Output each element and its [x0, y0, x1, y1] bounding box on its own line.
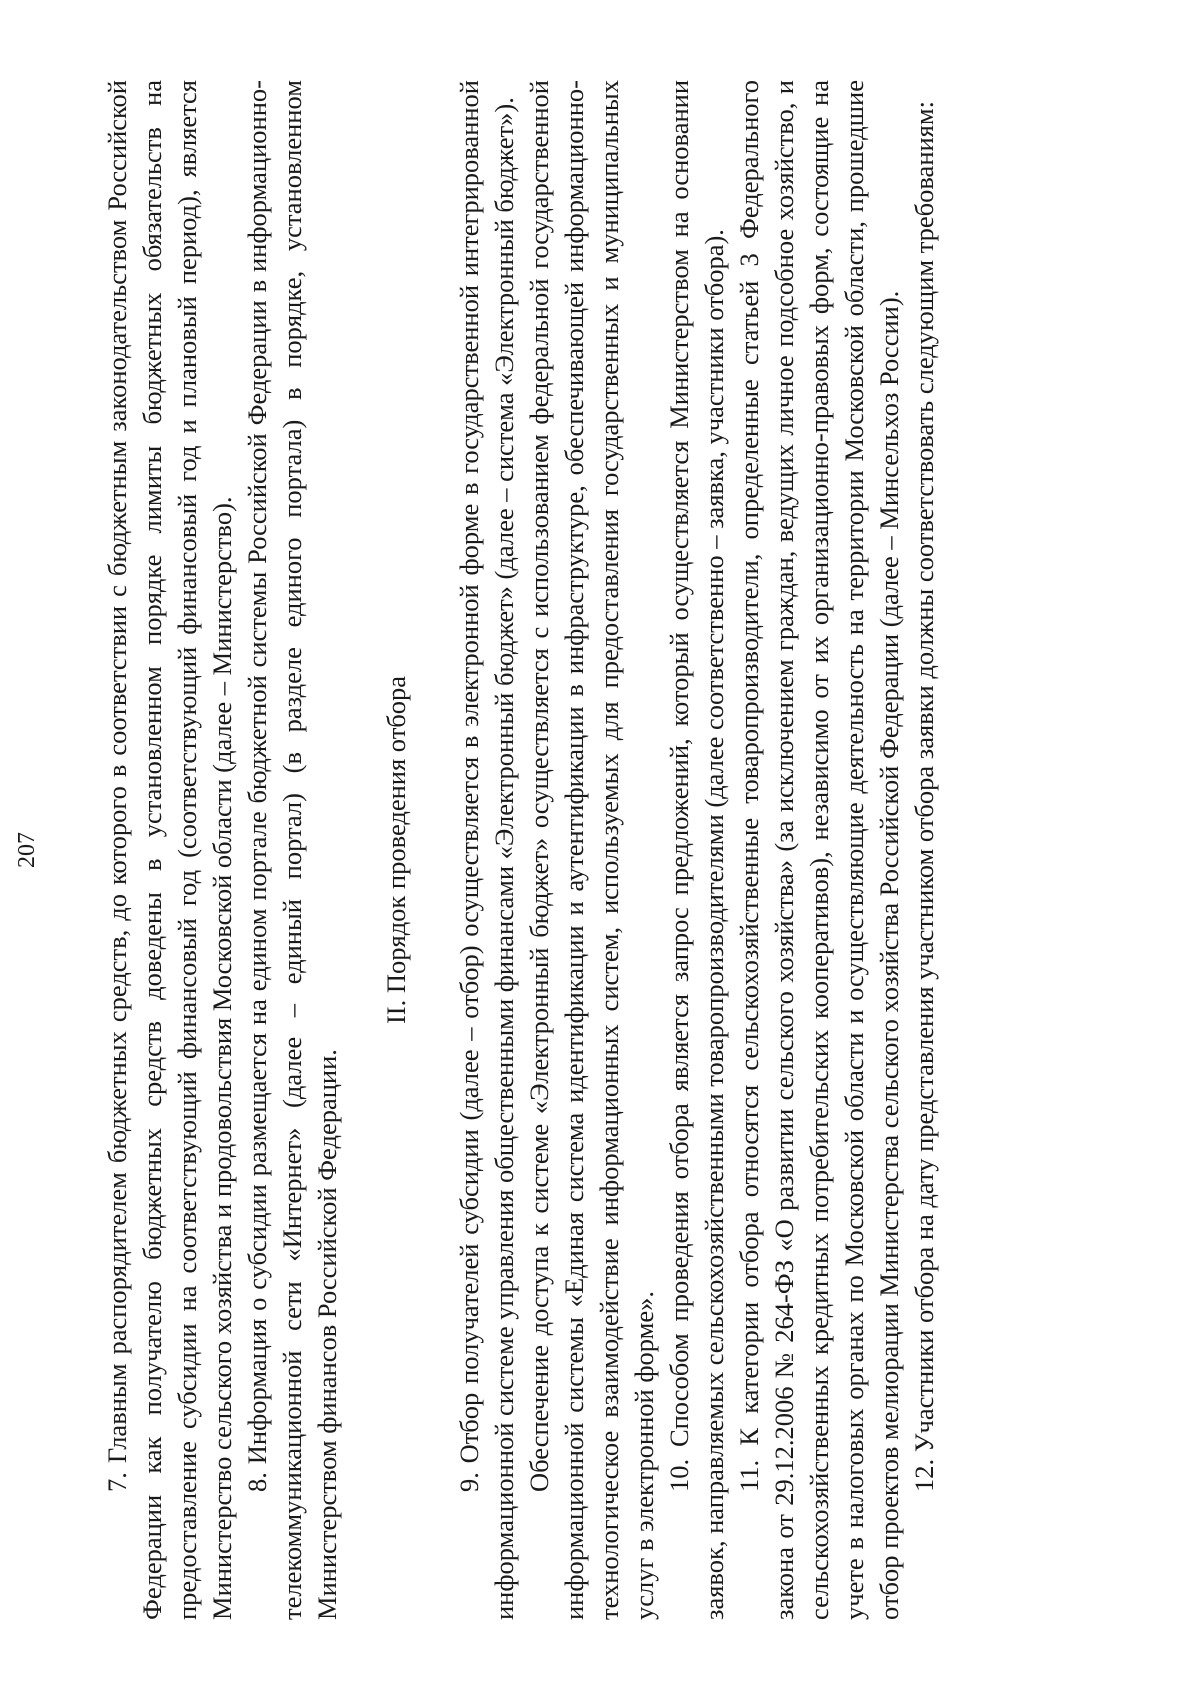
paragraph-9: 9. Отбор получателей субсидии (далее – отбор) осуществляется в электронной форме в государственной интегрированной информационной системе управления общественными финансами «Электронный бюджет» (далее – система «Электронный бюджет»).	[454, 80, 519, 1620]
paragraph-9-access: Обеспечение доступа к системе «Электронный бюджет» осуществляется с использованием федеральной государственной информационной системы «Единая система идентификации и аутентификации в инфраструктуре, обеспечивающей информационно-технологическое взаимодействие информационных систем, используемых для предоставления государственных и муниципальных услуг в электронной форме».	[524, 80, 659, 1620]
rotated-text-block	[14, 80, 1100, 1620]
paragraph-12: 12. Участники отбора на дату представления участником отбора заявки должны соответствовать следующим требованиям:	[909, 100, 939, 1492]
paragraph-7: 7. Главным распорядителем бюджетных средств, до которого в соответствии с бюджетным законодательством Российской Федерации как получателю бюджетных средств доведены в установленном порядке лимиты бюджетных обязательств на предоставление субсидии на соответствующий финансовый год (соответствующий финансовый год и плановый период), является Министерство сельского хозяйства и продовольствия Московской области (далее – Министерство).	[102, 80, 237, 1620]
page-number: 207	[14, 832, 40, 868]
paragraph-10: 10. Способом проведения отбора является запрос предложений, который осуществляется Министерством на основании заявок, направляемых сельскохозяйственными товаропроизводителями (далее соответственно – заявка, участники отбора).	[664, 80, 729, 1620]
section-heading: II. Порядок проведения отбора	[381, 675, 411, 1025]
paragraph-11: 11. К категории отбора относятся сельскохозяйственные товаропроизводители, определенные статьей 3 Федерального закона от 29.12.2006 № 264-ФЗ «О развитии сельского хозяйства» (за исключением граждан, ведущих личное подсобное хозяйство, и сельскохозяйственных кредитных потребительских кооперативов), независимо от их организационно-правовых форм, состоящие на учете в налоговых органах по Московской области и осуществляющие деятельность на территории Московской области, прошедшие отбор проектов мелиорации Министерства сельского хозяйства Российской Федерации (далее – Минсельхоз России).	[734, 80, 904, 1620]
paragraph-8: 8. Информация о субсидии размещается на едином портале бюджетной системы Российской Федерации в информационно-телекоммуникационной сети «Интернет» (далее – единый портал) (в разделе единого портала) в порядке, установленном Министерством финансов Российской Федерации.	[242, 80, 342, 1620]
